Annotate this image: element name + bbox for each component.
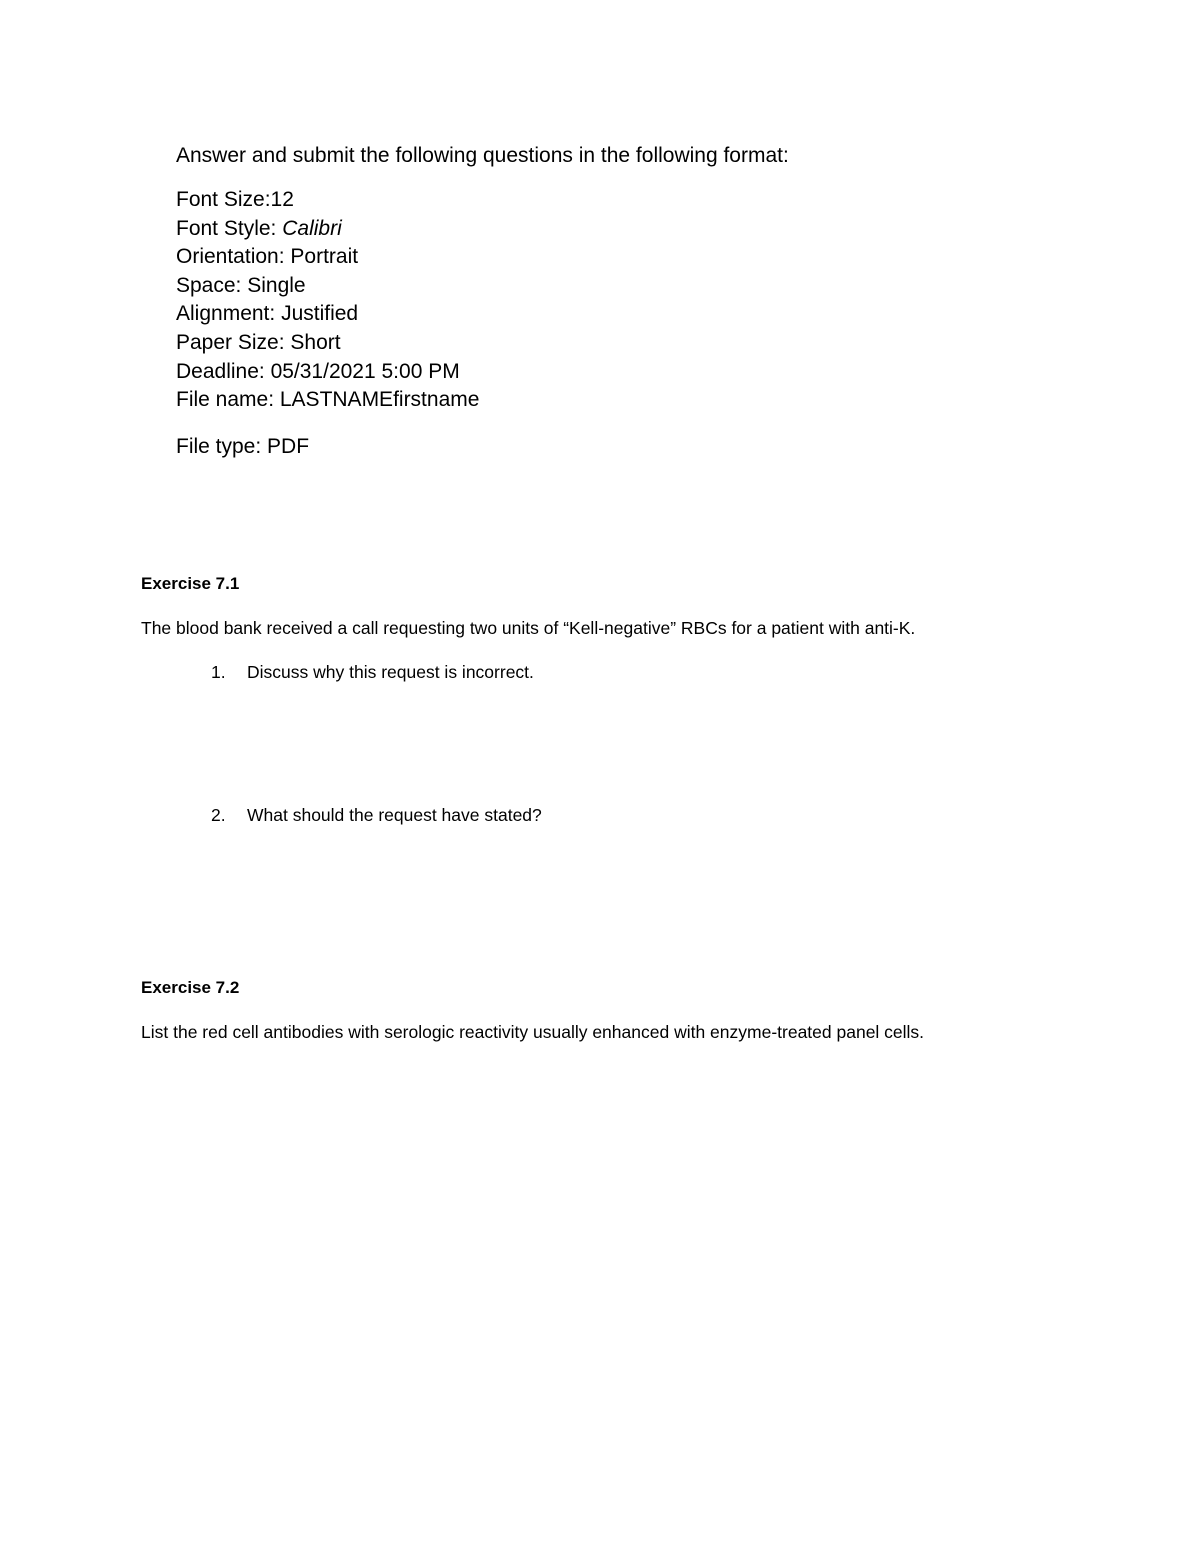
- spec-value: Calibri: [282, 216, 342, 240]
- spec-value: Short: [290, 330, 341, 354]
- exercise-7-2-text: List the red cell antibodies with serologic reactivity usually enhanced with enzyme-treated panel cells.: [141, 1022, 925, 1042]
- spec-file-type: File type: PDF: [176, 434, 310, 458]
- spec-paper-size: [176, 329, 1076, 358]
- spec-label: Orientation:: [176, 245, 291, 269]
- exercise-7-1-question-2: [211, 805, 542, 826]
- spec-file-name: [176, 386, 1076, 415]
- spec-value: LASTNAMEfirstname: [279, 388, 480, 412]
- question-text: What should the request have stated?: [247, 805, 542, 825]
- spec-value: Single: [247, 273, 306, 297]
- spec-deadline: [176, 358, 1076, 387]
- spec-value: 12: [270, 188, 294, 211]
- spec-label: Space:: [176, 273, 248, 297]
- exercise-7-1-question-1: [211, 662, 534, 683]
- format-instructions: [176, 140, 1076, 462]
- spec-label: Deadline:: [176, 359, 271, 383]
- format-intro: Answer and submit the following questions in the following format:: [176, 144, 789, 167]
- spec-value: Justified: [281, 302, 359, 326]
- exercise-7-1-text: The blood bank received a call requesting two units of “Kell-negative” RBCs for a patient with anti-K.: [141, 618, 916, 638]
- spec-font-style: [176, 215, 1076, 244]
- exercise-7-2-title: Exercise 7.2: [141, 978, 240, 997]
- exercise-7-1-title: Exercise 7.1: [141, 574, 240, 593]
- spec-value: 05/31/2021 5:00 PM: [270, 359, 460, 383]
- spec-space: [176, 272, 1076, 301]
- spec-label: File name:: [176, 388, 280, 412]
- spec-label: Font Size:: [176, 188, 271, 211]
- format-spec-list: [176, 186, 1076, 415]
- spec-label: Font Style:: [176, 216, 283, 240]
- spec-font-size: [176, 186, 1076, 215]
- spec-alignment: [176, 300, 1076, 329]
- spec-orientation: [176, 243, 1076, 272]
- question-number: 2.: [211, 805, 226, 825]
- spec-label: Alignment:: [176, 302, 282, 326]
- spec-label: Paper Size:: [176, 330, 291, 354]
- question-text: Discuss why this request is incorrect.: [247, 662, 534, 682]
- spec-value: Portrait: [290, 245, 359, 269]
- question-number: 1.: [211, 662, 226, 682]
